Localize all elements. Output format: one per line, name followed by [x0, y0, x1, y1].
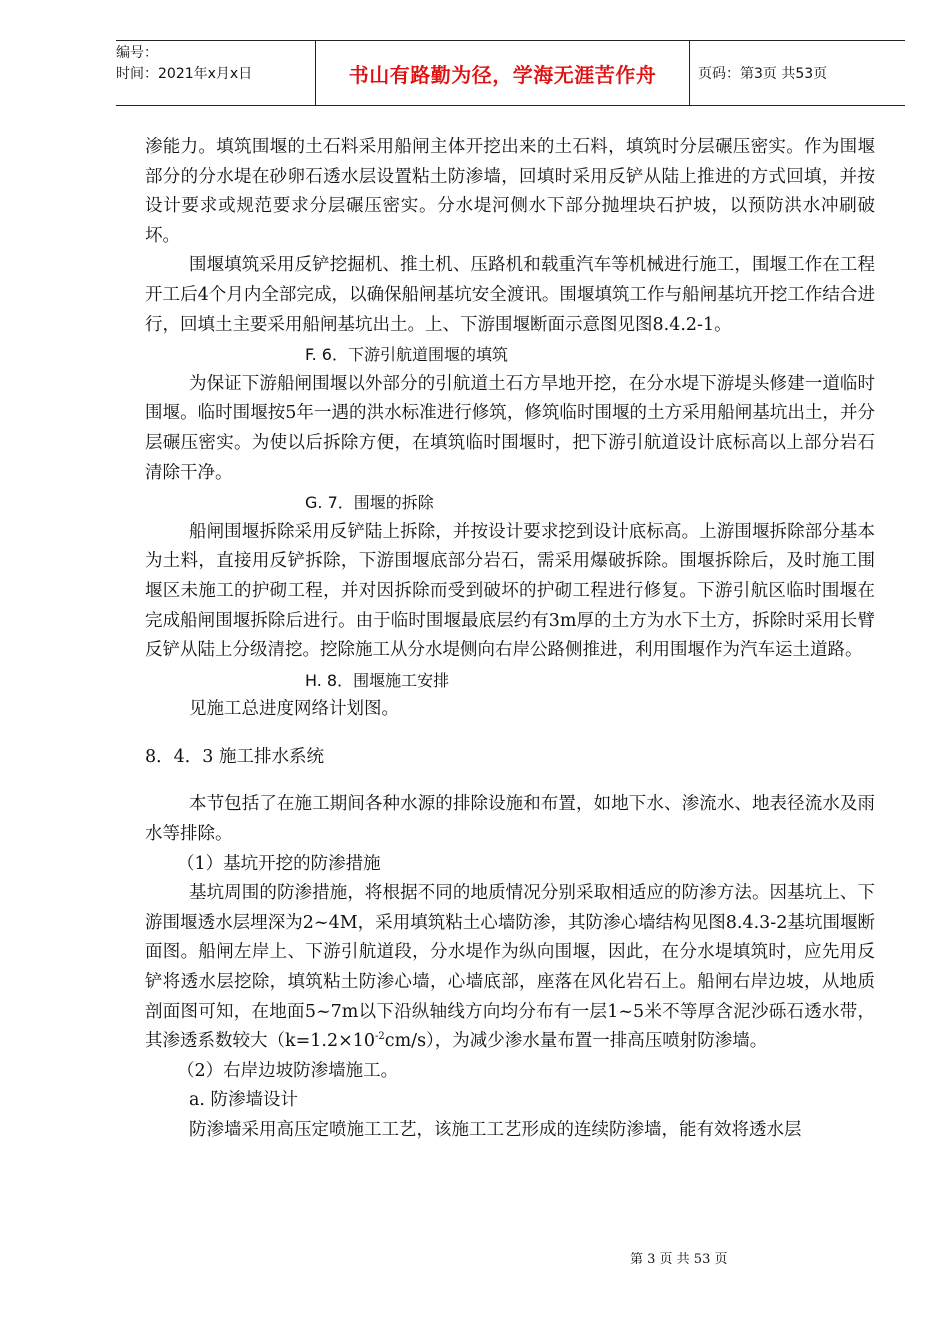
paragraph: 防渗墙采用高压定喷施工工艺，该施工工艺形成的连续防渗墙，能有效将透水层 — [189, 1120, 802, 1140]
header-meta — [116, 41, 316, 105]
list-item-heading: （2）右岸边坡防渗墙施工。 — [177, 1060, 399, 1081]
subheading: F. 6．下游引航道围堰的填筑 — [305, 345, 508, 365]
paragraph-text: 基坑周围的防渗措施，将根据不同的地质情况分别采取相适应的防渗方法。因基坑上、下游围堰透水层埋深为2~4M，采用填筑粘土心墙防渗，其防渗心墙结构见图8.4.3-2基坑围堰断面图。船闸左岸上、下游引航道段，分水堤作为纵向围堰，因此，在分水堤填筑时，应先用反铲将透水层挖除，填筑粘土防渗心墙，心墙底部，座落在风化岩石上。船闸右岸边坡，从地质剖面图可知，在地面5~7m以下沿纵轴线方向均分布有一层1~5米不等厚含泥沙砾石透水带，其渗透系数较大（k=1.2×10 — [145, 883, 875, 1052]
paragraph: 围堰填筑采用反铲挖掘机、推土机、压路机和载重汽车等机械进行施工，围堰工作在工程开工后4个月内全部完成，以确保船闸基坑安全渡讯。围堰填筑工作与船闸基坑开挖工作结合进行，回填土主要采用船闸基坑出土。上、下游围堰断面示意图见图8.4.2-1。 — [145, 255, 875, 335]
header-page-info: 页码：第3页 共53页 — [698, 66, 828, 82]
date-label: 时间：2021年x月x日 — [116, 66, 253, 82]
serial-number-label: 编号： — [116, 45, 158, 61]
paragraph: 为保证下游船闸围堰以外部分的引航道土石方旱地开挖，在分水堤下游堤头修建一道临时围堰。临时围堰按5年一遇的洪水标准进行修筑，修筑临时围堰的土方采用船闸基坑出土，并分层碾压密实。为使以后拆除方便，在填筑临时围堰时，把下游引航道设计底标高以上部分岩石清除干净。 — [145, 373, 875, 483]
header-motto: 书山有路勤为径，学海无涯苦作舟 — [316, 41, 690, 105]
paragraph: 本节包括了在施工期间各种水源的排除设施和布置，如地下水、渗流水、地表径流水及雨水等排除。 — [145, 794, 875, 845]
exponent: -2 — [375, 1031, 385, 1043]
paragraph: 渗能力。填筑围堰的土石料采用船闸主体开挖出来的土石料，填筑时分层碾压密实。作为围堰部分的分水堤在砂卵石透水层设置粘土防渗墙，回填时采用反铲从陆上推进的方式回填，并按设计要求或规范要求分层碾压密实。分水堤河侧水下部分抛埋块石护坡，以预防洪水冲刷破坏。 — [145, 137, 875, 246]
list-item-heading: （1）基坑开挖的防渗措施 — [177, 853, 381, 874]
sub-item-heading: a. 防渗墙设计 — [189, 1090, 299, 1111]
page-header — [116, 40, 905, 106]
page-footer: 第 3 页 共 53 页 — [630, 1252, 728, 1267]
paragraph-text: cm/s），为减少渗水量布置一排高压喷射防渗墙。 — [384, 1031, 768, 1052]
subheading: G. 7．围堰的拆除 — [305, 493, 434, 513]
paragraph: 船闸围堰拆除采用反铲陆上拆除，并按设计要求挖到设计底标高。上游围堰拆除部分基本为土料，直接用反铲拆除，下游围堰底部分岩石，需采用爆破拆除。围堰拆除后，及时施工围堰区未施工的护砌工程，并对因拆除而受到破坏的护砌工程进行修复。下游引航区临时围堰在完成船闸围堰拆除后进行。由于临时围堰最底层约有3m厚的土方为水下土方，拆除时采用长臂反铲从陆上分级清挖。挖除施工从分水堤侧向右岸公路侧推进，利用围堰作为汽车运土道路。 — [145, 521, 875, 661]
paragraph: 见施工总进度网络计划图。 — [189, 699, 399, 720]
paragraph — [145, 879, 875, 1057]
document-body — [145, 133, 875, 1146]
subheading: H. 8．围堰施工安排 — [305, 670, 450, 690]
section-heading: 8．4．3 施工排水系统 — [145, 746, 324, 767]
